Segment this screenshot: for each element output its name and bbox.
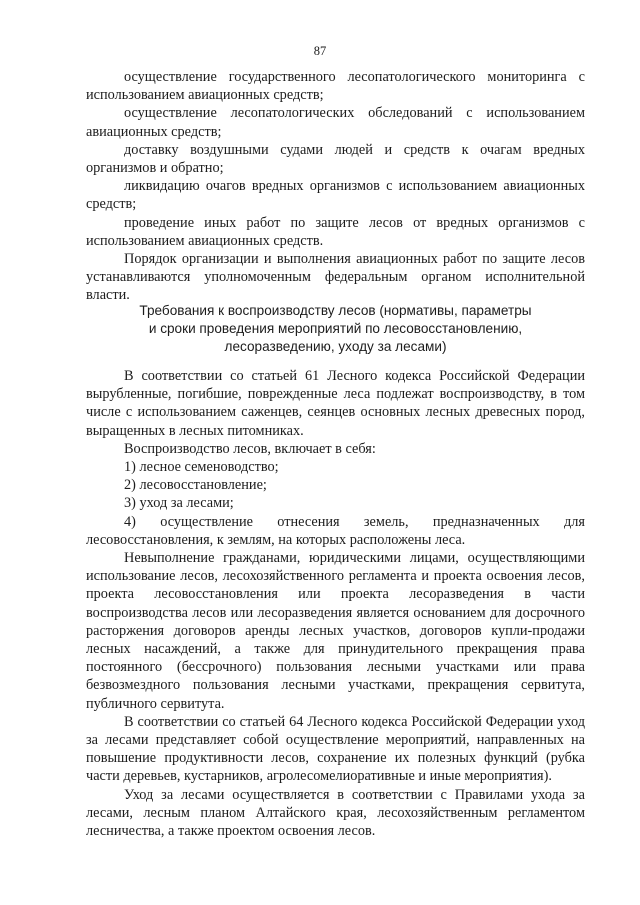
top-text-block [86,68,585,305]
paragraph: В соответствии со статьей 64 Лесного кодекса Российской Федерации уход за лесами представляет собой осуществление мероприятий, направленных на повышение продуктивности лесов, сохранение их полезных функций (рубка части деревьев, кустарников, агролесомелиоративные и иные мероприятия). [86,713,585,785]
paragraph: ликвидацию очагов вредных организмов с использованием авиационных средств; [86,178,585,213]
list-item: 3) уход за лесами; [124,495,234,512]
paragraph: осуществление государственного лесопатологического мониторинга с использованием авиационных средств; [86,69,585,104]
paragraph: Порядок организации и выполнения авиационных работ по защите лесов устанавливаются уполномоченным федеральным органом исполнительной власти. [86,251,585,304]
main-text-block [86,367,585,840]
paragraph: доставку воздушными судами людей и средств к очагам вредных организмов и обратно; [86,141,585,177]
paragraph: Воспроизводство лесов, включает в себя: [124,440,376,457]
paragraph: Уход за лесами осуществляется в соответствии с Правилами ухода за лесами, лесным планом Алтайского края, лесохозяйственным регламентом лесничества, а также проектом освоения лесов. [86,786,585,840]
paragraph: проведение иных работ по защите лесов от вредных организмов с использованием авиационных средств. [86,214,585,249]
list-item: 4) осуществление отнесения земель, предназначенных для лесовосстановления, к землям, на которых расположены леса. [86,513,585,548]
list-item: 1) лесное семеноводство; [124,459,279,476]
paragraph: Невыполнение гражданами, юридическими лицами, осуществляющими использование лесов, лесохозяйственного регламента и проекта освоения лесов, проекта лесовосстановления или проекта лесоразведения в части воспроизводства лесов или лесоразведения является основанием для досрочного расторжения договоров аренды лесных участков, договоров купли-продажи лесных насаждений, а также для принудительного прекращения права постоянного (бессрочного) пользования лесными участками или права безвозмездного пользования лесными участками, прекращения сервитута, публичного сервитута. [86,550,585,712]
page-number: 87 [313,44,327,58]
section-heading-line: Требования к воспроизводству лесов (нормативы, параметры [139,303,532,318]
list-item: 2) лесовосстановление; [124,477,267,494]
section-heading-line: лесоразведению, уходу за лесами) [224,339,447,355]
paragraph: осуществление лесопатологических обследований с использованием авиационных средств; [86,105,585,140]
section-heading-line: и сроки проведения мероприятий по лесовосстановлению, [148,321,523,337]
paragraph: В соответствии со статьей 61 Лесного кодекса Российской Федерации вырубленные, погибшие, поврежденные леса подлежат воспроизводству, в том числе с использованием саженцев, сеянцев основных лесных древесных пород, выращенных в лесных питомниках. [86,368,585,439]
section-heading [86,302,585,357]
